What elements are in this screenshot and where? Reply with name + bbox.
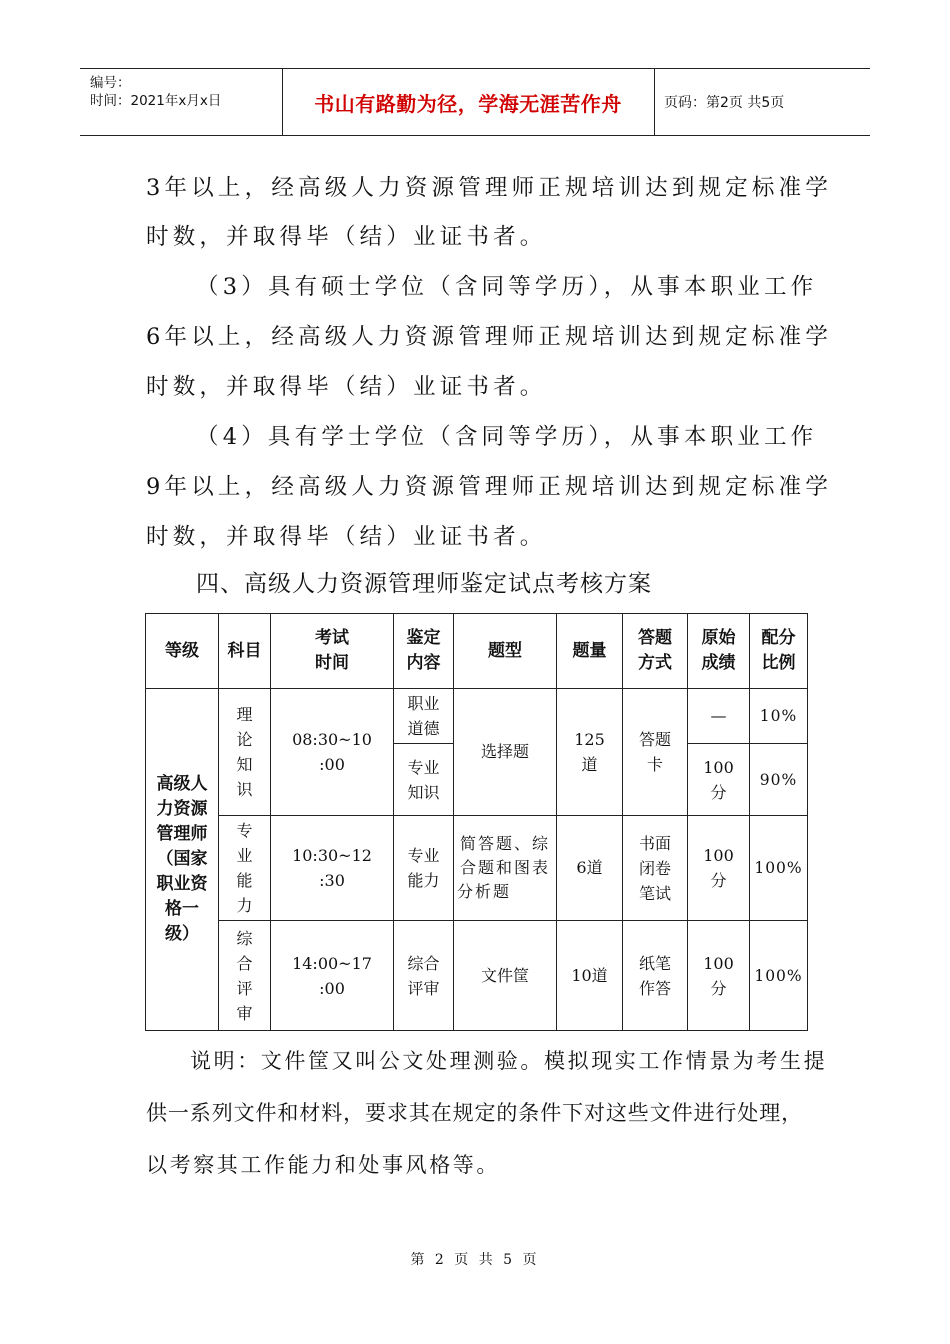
review-time: 14:00~17:00 [271, 921, 394, 1031]
knowledge-ratio: 90% [750, 744, 808, 816]
ability-time: 10:30~12:30 [271, 816, 394, 921]
review-type: 文件筐 [454, 921, 557, 1031]
theory-count: 125道 [557, 689, 623, 816]
note-line: 以考察其工作能力和处事风格等。 [146, 1153, 500, 1177]
ethics-content: 职业道德 [394, 689, 454, 744]
body-line: 9年以上，经高级人力资源管理师正规培训达到规定标准学 [146, 474, 833, 500]
header-meta [80, 69, 283, 135]
ability-count: 6道 [557, 816, 623, 921]
header-type: 题型 [454, 614, 557, 689]
review-content: 综合评审 [394, 921, 454, 1031]
page-footer: 第 2 页 共 5 页 [410, 1252, 540, 1268]
section-title: 四、高级人力资源管理师鉴定试点考核方案 [196, 571, 652, 597]
note-line: 供一系列文件和材料，要求其在规定的条件下对这些文件进行处理， [146, 1101, 803, 1125]
number-label: 编号： [90, 75, 131, 91]
ability-content: 专业能力 [394, 816, 454, 921]
review-subject: 综合评审 [219, 921, 271, 1031]
time-label: 时间：2021年x月x日 [90, 93, 222, 109]
knowledge-raw: 100分 [688, 744, 750, 816]
grade-cell: 高级人力资源管理师（国家职业资格一级） [146, 689, 219, 1031]
theory-method: 答题卡 [623, 689, 688, 816]
ability-method: 书面闭卷笔试 [623, 816, 688, 921]
knowledge-content: 专业知识 [394, 744, 454, 816]
body-line: 时数，并取得毕（结）业证书者。 [146, 224, 547, 250]
review-method: 纸笔作答 [623, 921, 688, 1031]
header-method: 答题方式 [623, 614, 688, 689]
exam-plan-table [145, 613, 808, 1031]
page-header [80, 68, 870, 136]
ability-raw: 100分 [688, 816, 750, 921]
header-page-info: 页码：第2页 共5页 [664, 95, 785, 111]
body-line: 6年以上，经高级人力资源管理师正规培训达到规定标准学 [146, 324, 833, 350]
header-ratio: 配分比例 [750, 614, 808, 689]
ability-subject: 专业能力 [219, 816, 271, 921]
review-count: 10道 [557, 921, 623, 1031]
body-line: 时数，并取得毕（结）业证书者。 [146, 524, 547, 550]
header-subject: 科目 [219, 614, 271, 689]
table-header-row [146, 614, 808, 689]
ability-type: 简答题、综合题和图表分析题 [454, 816, 557, 921]
body-line: 时数，并取得毕（结）业证书者。 [146, 374, 547, 400]
review-ratio: 100% [750, 921, 808, 1031]
table-row [146, 816, 808, 921]
header-count: 题量 [557, 614, 623, 689]
body-line: （4）具有学士学位（含同等学历），从事本职业工作 [196, 424, 818, 450]
theory-type: 选择题 [454, 689, 557, 816]
body-line: 3年以上，经高级人力资源管理师正规培训达到规定标准学 [146, 175, 833, 201]
ethics-raw: — [688, 689, 750, 744]
header-time: 考试时间 [271, 614, 394, 689]
theory-time: 08:30~10:00 [271, 689, 394, 816]
review-raw: 100分 [688, 921, 750, 1031]
header-content: 鉴定内容 [394, 614, 454, 689]
note-line: 说明：文件筐又叫公文处理测验。模拟现实工作情景为考生提 [190, 1049, 828, 1073]
ability-ratio: 100% [750, 816, 808, 921]
body-line: （3）具有硕士学位（含同等学历），从事本职业工作 [196, 274, 818, 300]
theory-subject: 理论知识 [219, 689, 271, 816]
table-row [146, 689, 808, 744]
table-row [146, 921, 808, 1031]
header-grade: 等级 [146, 614, 219, 689]
ethics-ratio: 10% [750, 689, 808, 744]
header-motto: 书山有路勤为径，学海无涯苦作舟 [282, 69, 655, 135]
header-raw: 原始成绩 [688, 614, 750, 689]
